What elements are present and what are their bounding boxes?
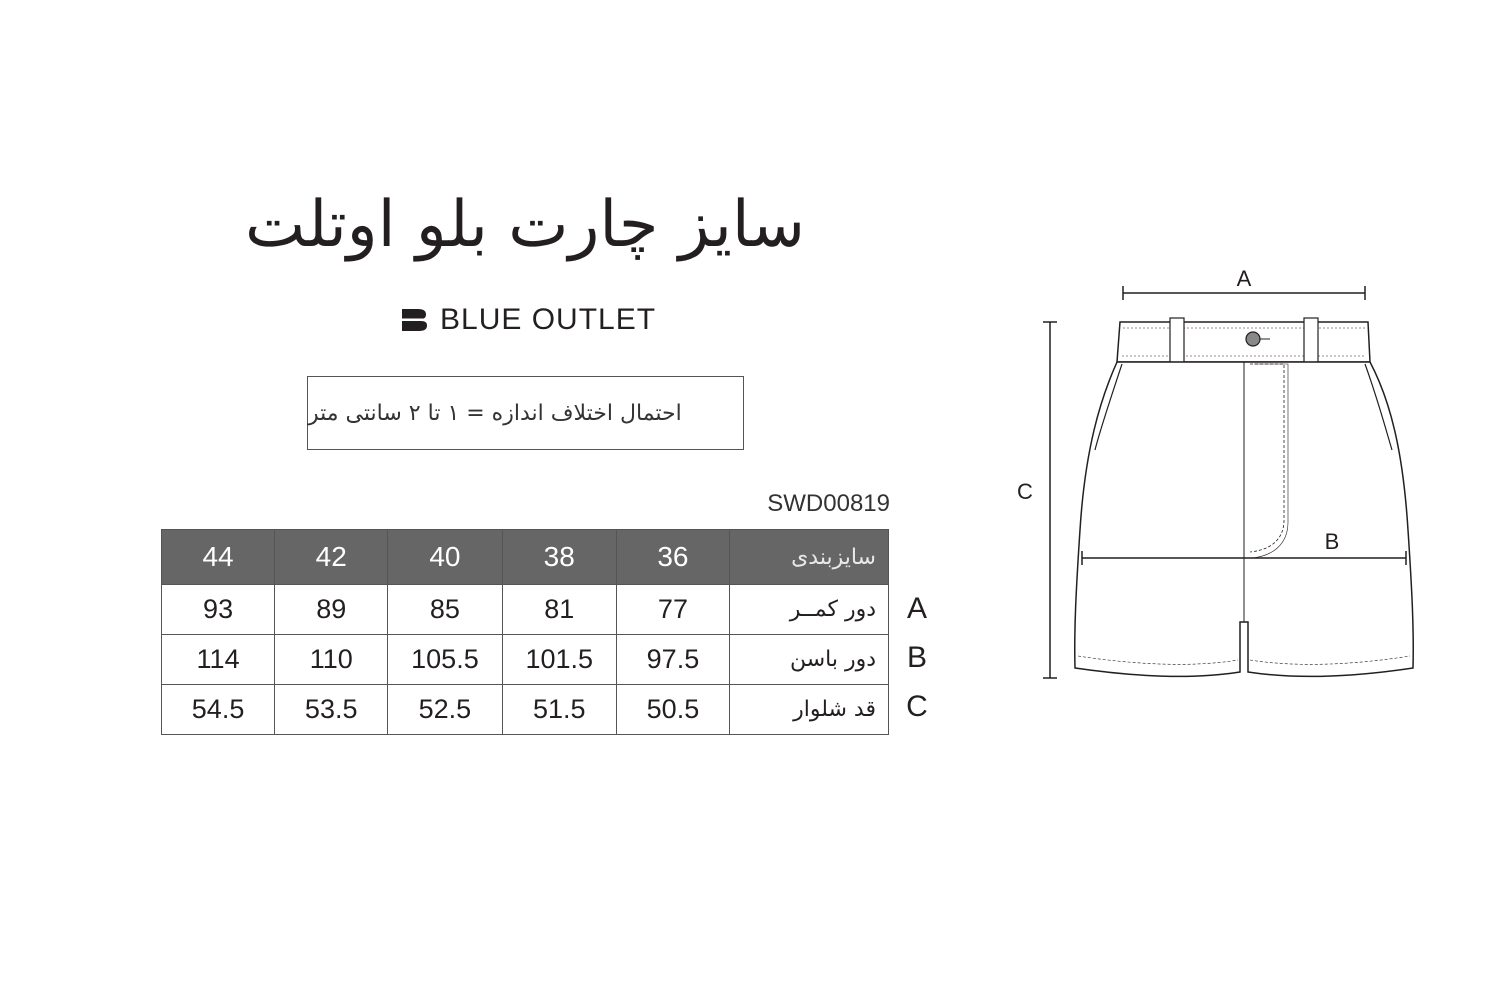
table-cell: 77 (616, 585, 729, 635)
row-label: قد شلوار (730, 685, 889, 735)
table-cell: 110 (275, 635, 388, 685)
size-header: 40 (388, 530, 502, 585)
table-cell: 53.5 (275, 685, 388, 735)
size-header: 38 (502, 530, 616, 585)
table-cell: 114 (162, 635, 275, 685)
table-row (162, 585, 889, 635)
table-cell: 97.5 (616, 635, 729, 685)
row-letter-a: A (906, 592, 927, 625)
table-cell: 105.5 (388, 635, 502, 685)
table-cell: 101.5 (502, 635, 616, 685)
table-row (162, 635, 889, 685)
brand-name: BLUE OUTLET (440, 303, 657, 336)
row-letter-c: C (906, 690, 928, 723)
page-title: سایز چارت بلو اوتلت (244, 188, 806, 262)
shorts-diagram (1000, 260, 1440, 700)
brand-logo (400, 300, 656, 340)
size-header-label: سایزبندی (730, 530, 889, 585)
product-code: SWD00819 (767, 490, 890, 517)
measure-b-label: B (1324, 529, 1340, 554)
tolerance-note (307, 376, 744, 450)
size-header-row (162, 530, 889, 585)
shorts-drawing (1075, 318, 1414, 676)
measure-a-label: A (1236, 266, 1252, 291)
measure-c-label: C (1017, 479, 1033, 504)
size-table (161, 529, 889, 735)
table-cell: 50.5 (616, 685, 729, 735)
table-cell: 85 (388, 585, 502, 635)
size-header: 36 (616, 530, 729, 585)
table-cell: 51.5 (502, 685, 616, 735)
row-label: دور کمــر (730, 585, 889, 635)
table-cell: 81 (502, 585, 616, 635)
table-cell: 54.5 (162, 685, 275, 735)
table-cell: 89 (275, 585, 388, 635)
row-letter-b: B (906, 641, 927, 674)
b-logo-icon (400, 309, 428, 331)
table-cell: 52.5 (388, 685, 502, 735)
size-header: 42 (275, 530, 388, 585)
table-row (162, 685, 889, 735)
size-header: 44 (162, 530, 275, 585)
measure-c (1043, 322, 1057, 678)
row-label: دور باسن (730, 635, 889, 685)
table-cell: 93 (162, 585, 275, 635)
tolerance-note-text: احتمال اختلاف اندازه = ۱ تا ۲ سانتی متر (308, 400, 682, 426)
